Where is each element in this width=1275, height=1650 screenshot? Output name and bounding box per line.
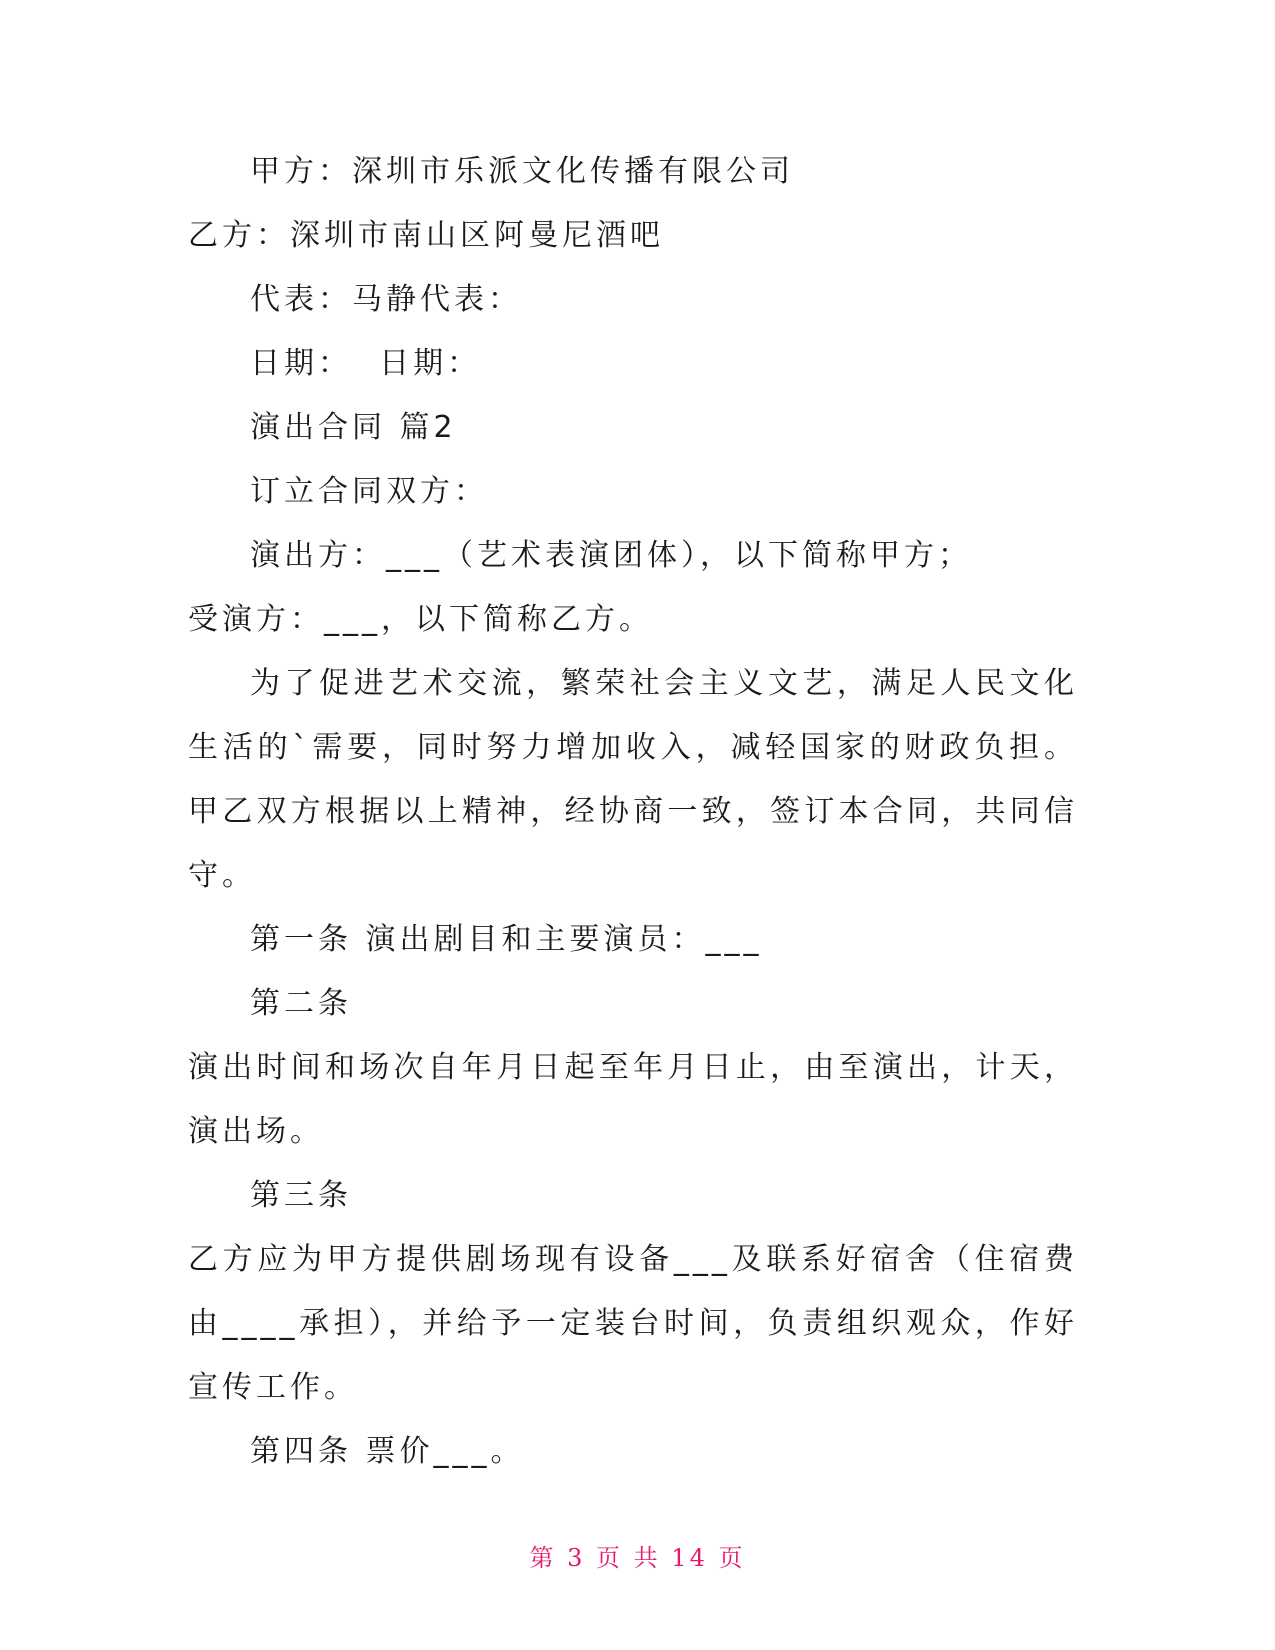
- parties-heading: 订立合同双方：: [250, 474, 488, 509]
- article-2-body: 演出时间和场次自年月日起至年月日止，由至演出，计天，演出场。: [188, 1050, 1078, 1149]
- article-1: 第一条 演出剧目和主要演员：___: [250, 922, 763, 957]
- page-indicator: 第 3 页 共 14 页: [529, 1544, 746, 1572]
- host-line: 受演方：___，以下简称乙方。: [188, 602, 653, 637]
- article-2-heading: 第二条: [250, 986, 352, 1021]
- contract-title: 演出合同 篇2: [250, 410, 457, 445]
- dates-line: 日期： 日期：: [250, 346, 482, 381]
- performer-line: 演出方：___（艺术表演团体），以下简称甲方；: [250, 538, 972, 573]
- article-3-body: 乙方应为甲方提供剧场现有设备___及联系好宿舍（住宿费由____承担），并给予一定装台时间，负责组织观众，作好宣传工作。: [188, 1242, 1078, 1405]
- article-3-heading: 第三条: [250, 1178, 352, 1213]
- party-a-line: 甲方：深圳市乐派文化传播有限公司: [250, 154, 794, 189]
- party-b-line: 乙方：深圳市南山区阿曼尼酒吧: [188, 218, 664, 253]
- representatives-line: 代表：马静代表：: [250, 282, 522, 317]
- document-body: [188, 140, 1078, 1484]
- preamble-paragraph: 为了促进艺术交流，繁荣社会主义文艺，满足人民文化生活的`需要，同时努力增加收入，减轻国家的财政负担。甲乙双方根据以上精神，经协商一致，签订本合同，共同信守。: [188, 666, 1078, 893]
- article-4: 第四条 票价___。: [250, 1434, 525, 1469]
